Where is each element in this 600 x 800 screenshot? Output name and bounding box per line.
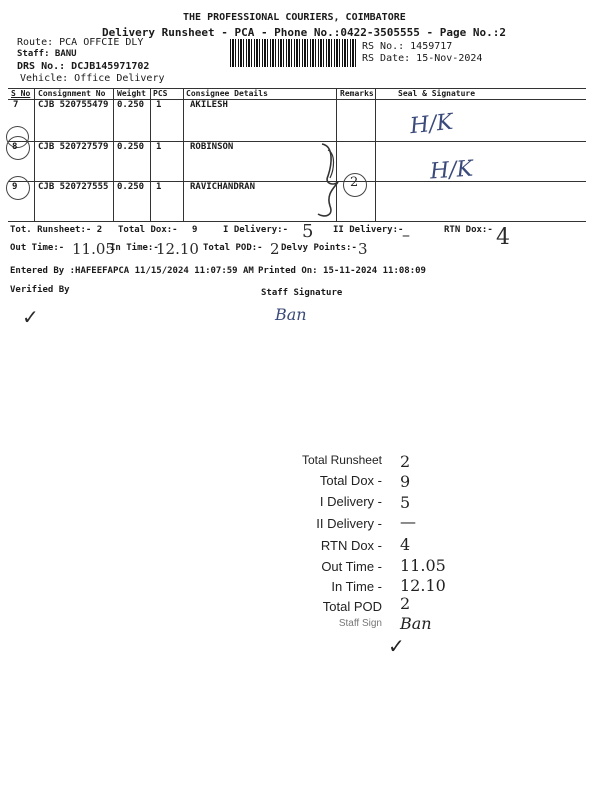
verified-signature: ✓ bbox=[22, 305, 39, 329]
table-row-pcs: 1 bbox=[156, 142, 162, 152]
summary-label: RTN Dox - bbox=[320, 538, 382, 553]
column-header-consignment: Consignment No bbox=[38, 89, 106, 98]
i-delivery-handwritten: 5 bbox=[302, 221, 314, 242]
summary-value: — bbox=[400, 512, 416, 531]
drs-number: DRS No.: DCJB145971702 bbox=[17, 61, 150, 72]
rs-number: RS No.: 1459717 bbox=[362, 41, 453, 52]
table-bottom-border bbox=[8, 221, 586, 222]
table-row-sno: 8 bbox=[12, 142, 18, 152]
summary-label: Out Time - bbox=[321, 559, 382, 574]
out-time-handwritten: 11.05 bbox=[72, 240, 115, 258]
total-pod-label: Total POD:- bbox=[203, 243, 263, 253]
delvy-points-label: Delvy Points:- bbox=[281, 243, 357, 253]
table-column-divider bbox=[34, 88, 35, 221]
summary-value: 2 bbox=[400, 452, 411, 471]
vehicle-label: Vehicle: Office Delivery bbox=[20, 73, 165, 84]
table-column-divider bbox=[375, 88, 376, 221]
summary-label: II Delivery - bbox=[316, 516, 382, 531]
table-row-consignment: CJB 520727555 bbox=[38, 182, 109, 192]
summary-value: 2 bbox=[400, 594, 411, 613]
total-runsheet-label: Tot. Runsheet:- 2 bbox=[10, 225, 103, 235]
i-delivery-label: I Delivery:- bbox=[223, 225, 289, 235]
summary-value: Ban bbox=[400, 614, 432, 633]
staff-label: Staff: BANU bbox=[17, 49, 77, 59]
staff-signature: Ban bbox=[275, 305, 307, 324]
ii-delivery-handwritten: – bbox=[402, 225, 410, 244]
in-time-handwritten: 12.10 bbox=[156, 240, 199, 258]
printed-on: Printed On: 15-11-2024 11:08:09 bbox=[258, 266, 426, 276]
table-row-consignee: RAVICHANDRAN bbox=[190, 182, 256, 192]
table-column-divider bbox=[150, 88, 151, 221]
summary-value: 5 bbox=[400, 493, 411, 512]
column-header-remarks: Remarks bbox=[340, 89, 374, 98]
sno-circle-mark bbox=[6, 176, 30, 200]
table-column-divider bbox=[113, 88, 114, 221]
delvy-points-handwritten: 3 bbox=[358, 240, 368, 258]
sno-circle-mark bbox=[6, 136, 30, 160]
summary-label: Total Runsheet bbox=[301, 453, 382, 467]
summary-label: Staff Sign bbox=[338, 618, 382, 629]
summary-value: ✓ bbox=[388, 634, 405, 658]
summary-label: I Delivery - bbox=[319, 494, 382, 509]
summary-label: In Time - bbox=[331, 579, 382, 594]
table-row-consignment: CJB 520727579 bbox=[38, 142, 109, 152]
summary-label: Total Dox - bbox=[319, 473, 382, 488]
summary-label: Total POD bbox=[322, 599, 382, 614]
table-row-consignee: AKILESH bbox=[190, 100, 228, 110]
runsheet-subtitle: Delivery Runsheet - PCA - Phone No.:0422-3505555 - Page No.:2 bbox=[102, 26, 506, 39]
verified-by-label: Verified By bbox=[10, 285, 70, 295]
handwritten-signature: H/K bbox=[429, 156, 474, 185]
table-row-weight: 0.250 bbox=[117, 182, 145, 192]
table-row-consignee: ROBINSON bbox=[190, 142, 234, 152]
handwritten-signature: H/K bbox=[408, 109, 455, 140]
total-pod-handwritten: 2 bbox=[270, 240, 280, 258]
column-header-signature: Seal & Signature bbox=[398, 89, 476, 98]
entered-by: Entered By :HAFEEFAPCA 11/15/2024 11:07:59 AM bbox=[10, 266, 254, 276]
barcode-image bbox=[230, 39, 356, 67]
summary-value: 11.05 bbox=[400, 556, 446, 575]
table-row-weight: 0.250 bbox=[117, 100, 145, 110]
table-column-divider bbox=[183, 88, 184, 221]
total-dox-value: 9 bbox=[192, 225, 198, 235]
route-label: Route: PCA OFFCIE DLY bbox=[17, 37, 144, 48]
table-row-consignment: CJB 520755479 bbox=[38, 100, 109, 110]
rtn-dox-handwritten: 4 bbox=[496, 225, 510, 250]
column-header-pcs: PCS bbox=[153, 89, 168, 98]
table-row-weight: 0.250 bbox=[117, 142, 145, 152]
ii-delivery-label: II Delivery:- bbox=[333, 225, 404, 235]
column-header-consignee: Consignee Details bbox=[186, 89, 268, 98]
column-header-sno: S No bbox=[11, 89, 31, 98]
table-row-sno: 7 bbox=[13, 100, 19, 110]
company-title: THE PROFESSIONAL COURIERS, COIMBATORE bbox=[183, 12, 406, 23]
rs-date: RS Date: 15-Nov-2024 bbox=[362, 53, 483, 64]
table-row-sno: 9 bbox=[12, 182, 18, 192]
staff-signature-label: Staff Signature bbox=[261, 288, 343, 298]
out-time-label: Out Time:- bbox=[10, 243, 65, 253]
rtn-dox-label: RTN Dox:- bbox=[444, 225, 493, 235]
summary-value: 4 bbox=[400, 535, 411, 554]
summary-value: 9 bbox=[400, 472, 411, 491]
remark-count: 2 bbox=[350, 175, 359, 190]
in-time-label: In Time:- bbox=[110, 243, 159, 253]
table-row-pcs: 1 bbox=[156, 100, 162, 110]
total-dox-label: Total Dox:- bbox=[118, 225, 178, 235]
summary-value: 12.10 bbox=[400, 576, 446, 595]
column-header-weight: Weight bbox=[117, 89, 146, 98]
table-row-pcs: 1 bbox=[156, 182, 162, 192]
